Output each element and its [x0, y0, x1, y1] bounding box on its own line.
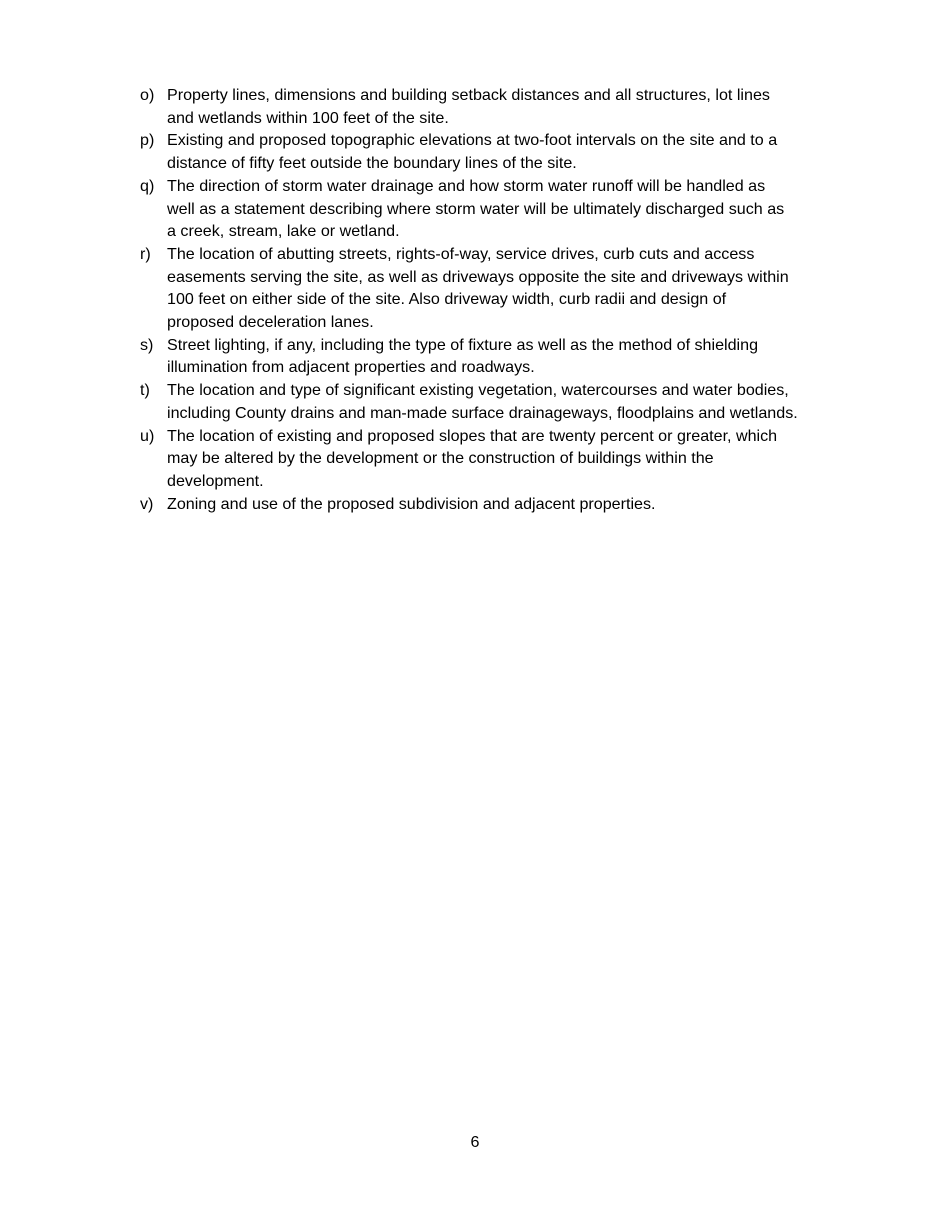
- list-item-text: Zoning and use of the proposed subdivision and adjacent properties.: [167, 494, 656, 513]
- page-number: 6: [470, 1133, 480, 1151]
- list-item: [140, 425, 840, 493]
- list-item: [140, 334, 840, 379]
- list-item: [140, 243, 840, 334]
- list-item-text: The location of abutting streets, rights-of-way, service drives, curb cuts and access easements serving the site, as well as driveways opposite the site and driveways within 100 feet on either side of the site. Also driveway width, curb radii and design of proposed deceleration lanes.: [167, 244, 789, 332]
- list-item-text: The location and type of significant existing vegetation, watercourses and water bodies, including County drains and man-made surface drainageways, floodplains and wetlands.: [167, 381, 798, 422]
- list-item-marker: u): [140, 426, 155, 445]
- list-item-marker: q): [140, 176, 155, 195]
- list-item-text: Street lighting, if any, including the type of fixture as well as the method of shielding illumination from adjacent properties and roadways.: [167, 335, 759, 377]
- list-item: [140, 493, 840, 516]
- list-item-marker: p): [140, 131, 155, 150]
- list-item-marker: v): [140, 494, 154, 513]
- list-item: [140, 84, 840, 129]
- requirements-list: [140, 84, 840, 515]
- list-item: [140, 175, 840, 243]
- list-item-text: Property lines, dimensions and building setback distances and all structures, lot lines and wetlands within 100 feet of the site.: [167, 86, 770, 127]
- list-item-marker: r): [140, 244, 151, 263]
- list-item-text: The location of existing and proposed slopes that are twenty percent or greater, which may be altered by the development or the construction of buildings within the development.: [167, 426, 778, 490]
- list-item-text: The direction of storm water drainage and how storm water runoff will be handled as well as a statement describing where storm water will be ultimately discharged such as a creek, stream, lake or wetland.: [167, 176, 785, 241]
- list-item-marker: t): [140, 381, 150, 400]
- list-item-marker: o): [140, 86, 155, 104]
- list-item: [140, 379, 840, 424]
- list-item: [140, 129, 840, 174]
- list-item-marker: s): [140, 335, 154, 354]
- list-item-text: Existing and proposed topographic elevations at two-foot intervals on the site and to a distance of fifty feet outside the boundary lines of the site.: [167, 131, 778, 173]
